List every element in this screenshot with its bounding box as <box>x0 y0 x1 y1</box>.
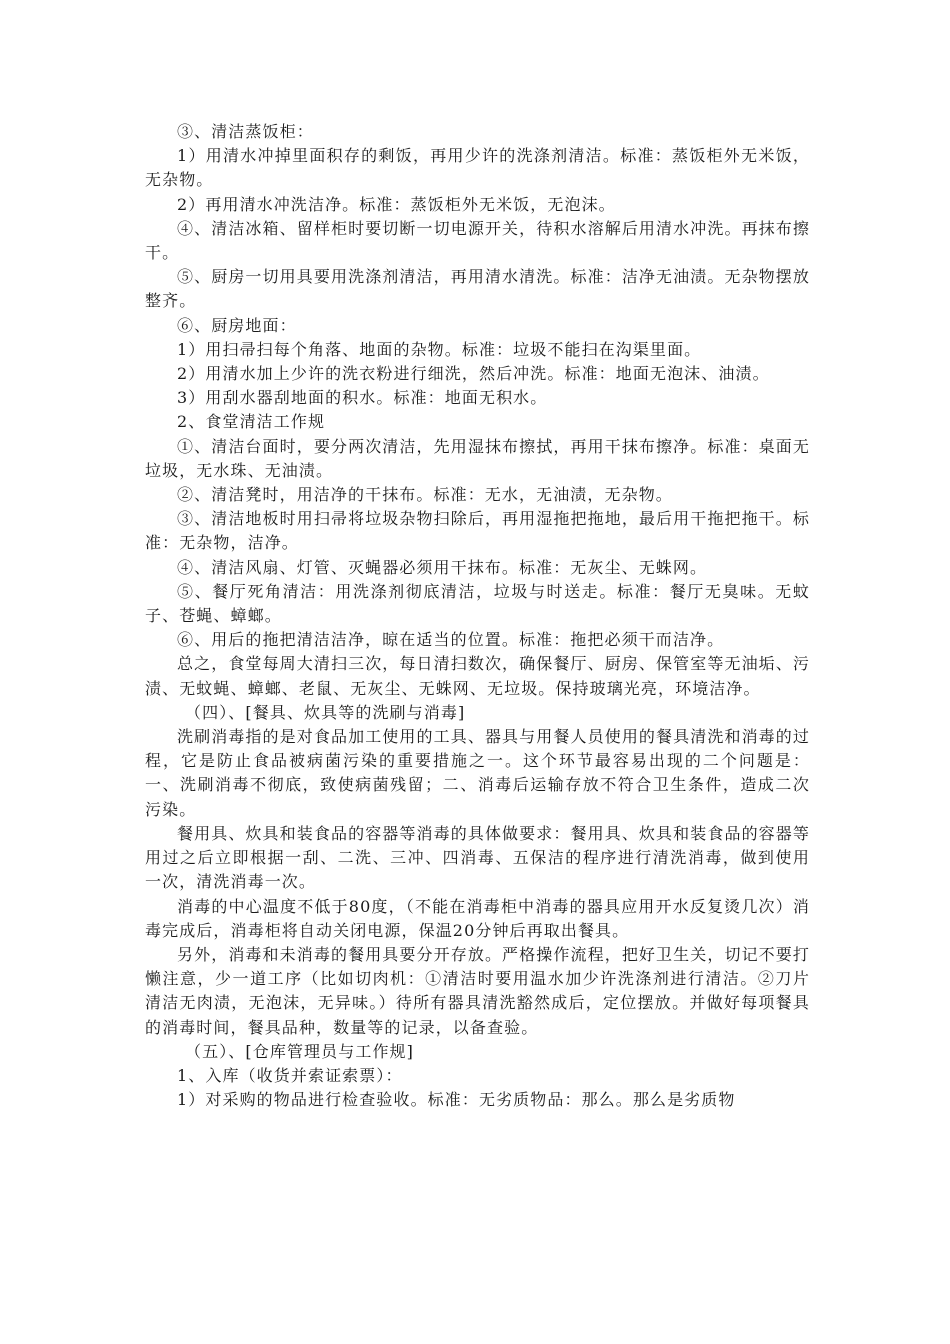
section-heading: （四）、[餐具、炊具等的洗刷与消毒] <box>185 702 466 722</box>
paragraph: 消毒的中心温度不低于80度，（不能在消毒柜中消毒的器具应用开水反复烫几次）消毒完成后，消毒柜将自动关闭电源，保温20分钟后再取出餐具。 <box>145 896 810 940</box>
paragraph: 1）用清水冲掉里面积存的剩饭，再用少许的洗涤剂清洁。标准：蒸饭柜外无米饭，无杂物。 <box>145 146 810 190</box>
paragraph: ⑥、厨房地面： <box>177 315 297 335</box>
paragraph: 1）用扫帚扫每个角落、地面的杂物。标准：垃圾不能扫在沟渠里面。 <box>177 339 702 359</box>
paragraph: ⑥、用后的拖把清洁洁净，晾在适当的位置。标准：拖把必须干而洁净。 <box>177 630 725 650</box>
paragraph: ⑤、餐厅死角清洁：用洗涤剂彻底清洁，垃圾与时送走。标准：餐厅无臭味。无蚊子、苍蝇、蟑螂。 <box>145 581 810 626</box>
paragraph: ④、清洁冰箱、留样柜时要切断一切电源开关，待积水溶解后用清水冲洗。再抹布擦干。 <box>145 218 810 263</box>
paragraph: ①、清洁台面时，要分两次清洁，先用湿抹布擦拭，再用干抹布擦净。标准：桌面无垃圾，无水珠、无油渍。 <box>145 436 810 480</box>
paragraph: ④、清洁风扇、灯管、灭蝇器必须用干抹布。标准：无灰尘、无蛛网。 <box>177 557 708 577</box>
paragraph: ③、清洁地板时用扫帚将垃圾杂物扫除后，再用湿拖把拖地，最后用干拖把拖干。标准：无杂物，洁净。 <box>145 509 810 553</box>
paragraph: 另外，消毒和未消毒的餐用具要分开存放。严格操作流程，把好卫生关，切记不要打懒注意，少一道工序（比如切肉机：①清洁时要用温水加少许洗涤剂进行清洁。②刀片清洁无肉渍，无泡沫，无异味。）待所有器具清洗豁然成后，定位摆放。并做好每项餐具的消毒时间，餐具品种，数量等的记录，以备查验。 <box>145 944 810 1037</box>
paragraph: ⑤、厨房一切用具要用洗涤剂清洁，再用清水清洗。标准：洁净无油渍。无杂物摆放整齐。 <box>145 267 810 311</box>
paragraph: 2）再用清水冲洗洁净。标准：蒸饭柜外无米饭，无泡沫。 <box>177 194 616 214</box>
paragraph: 1）对采购的物品进行检查验收。标准：无劣质物品：那么。那么是劣质物 <box>177 1090 736 1110</box>
paragraph: 洗刷消毒指的是对食品加工使用的工具、器具与用餐人员使用的餐具清洗和消毒的过程，它是防止食品被病菌污染的重要措施之一。这个环节最容易出现的二个问题是：一、洗刷消毒不彻底，致使病菌残留；二、消毒后运输存放不符合卫生条件，造成二次污染。 <box>145 727 810 819</box>
paragraph: 3）用刮水器刮地面的积水。标准：地面无积水。 <box>177 388 548 408</box>
paragraph: ③、清洁蒸饭柜： <box>177 122 314 141</box>
paragraph: ②、清洁凳时，用洁净的干抹布。标准：无水，无油渍，无杂物。 <box>177 485 673 505</box>
section-heading: 2、食堂清洁工作规 <box>177 412 326 432</box>
document-body <box>145 120 810 1112</box>
paragraph: 餐用具、炊具和装食品的容器等消毒的具体做要求：餐用具、炊具和装食品的容器等用过之后立即根据一刮、二洗、三冲、四消毒、五保洁的程序进行清洗消毒，做到使用一次，清洗消毒一次。 <box>145 823 810 892</box>
paragraph: 2）用清水加上少许的洗衣粉进行细洗，然后冲洗。标准：地面无泡沫、油渍。 <box>177 364 770 384</box>
paragraph: 总之，食堂每周大清扫三次，每日清扫数次，确保餐厅、厨房、保管室等无油垢、污渍、无蚊蝇、蟑螂、老鼠、无灰尘、无蛛网、无垃圾。保持玻璃光亮，环境洁净。 <box>145 654 810 698</box>
section-heading: （五）、[仓库管理员与工作规] <box>185 1041 414 1061</box>
paragraph: 1、入库（收货并索证索票）： <box>177 1065 403 1085</box>
